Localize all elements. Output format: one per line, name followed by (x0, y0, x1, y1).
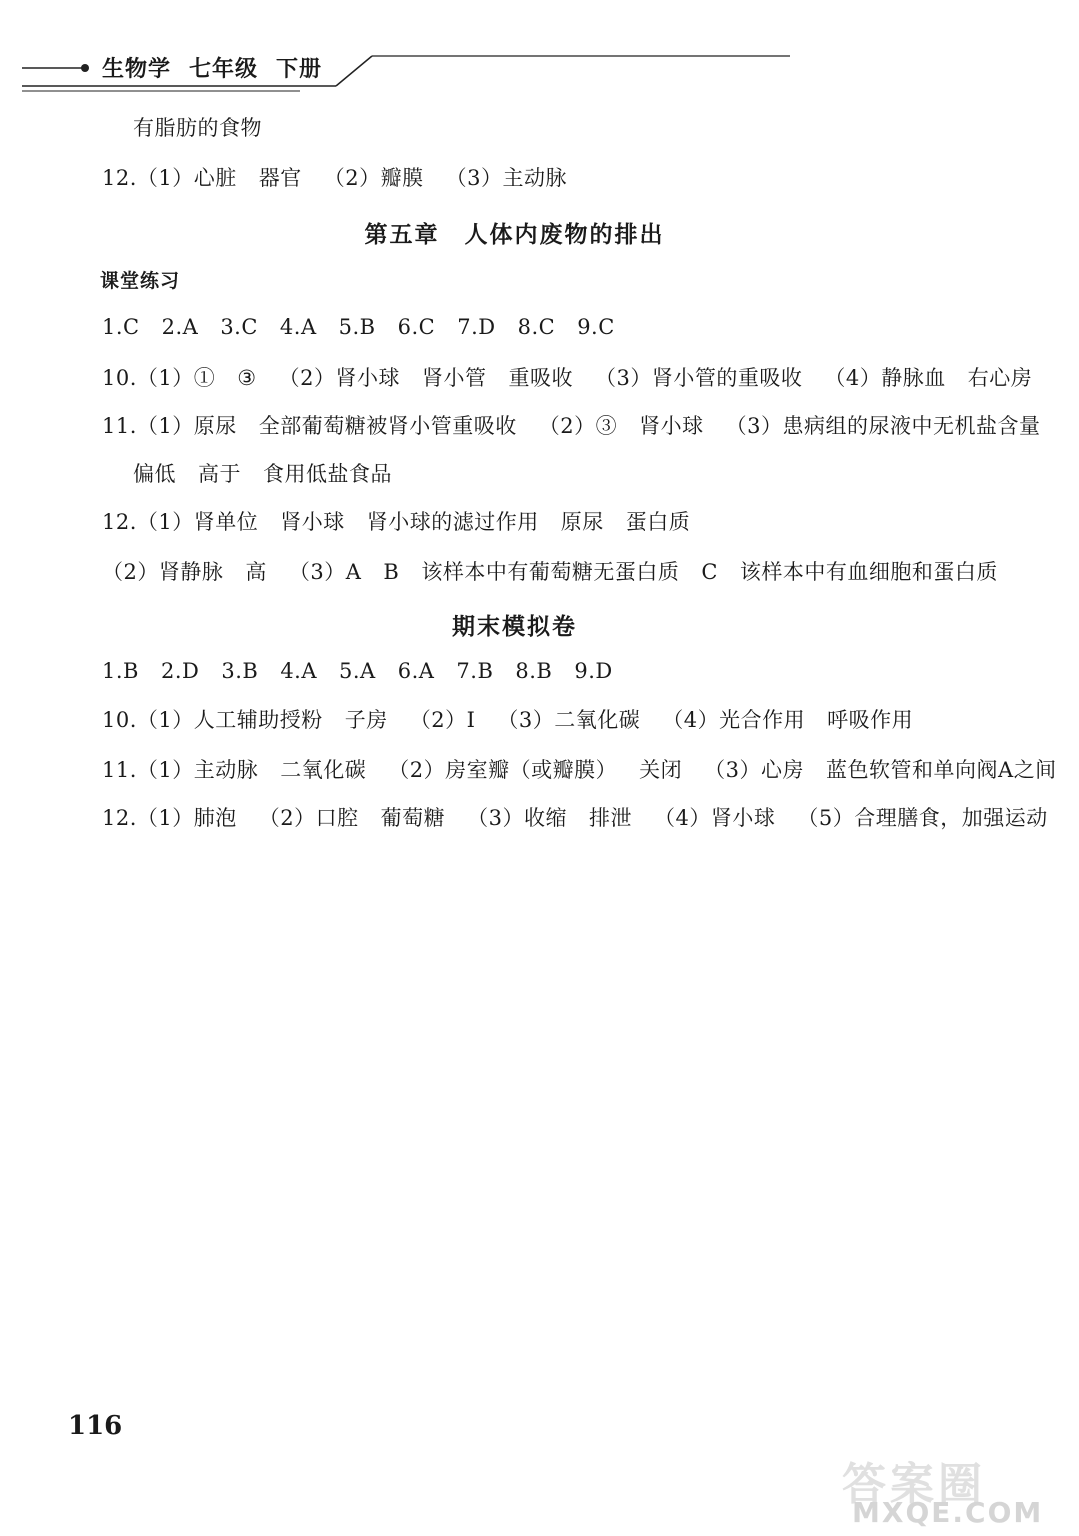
answer-segment: 高 (245, 560, 267, 584)
answer-segment: 12.（1）心脏 (102, 166, 237, 190)
answer-segment: （3）肾小管的重吸收 (594, 366, 803, 390)
answer-segment: 12.（1）肾单位 (102, 510, 259, 534)
answer-segment: 肾小管 (421, 366, 487, 390)
page-number: 116 (68, 1411, 123, 1441)
answer-segment: （2）肾静脉 (102, 560, 224, 584)
answer-segment: ③ (237, 366, 257, 390)
answer-segment: 10.（1）① (102, 366, 216, 390)
answer-line (102, 756, 1079, 784)
section-heading: 期末模拟卷 (452, 614, 577, 640)
answer-line (102, 364, 1054, 392)
answer-segment: 1.B (102, 659, 139, 683)
answer-segment: （5）合理膳食，加强运动 (797, 806, 1048, 830)
text-line: 有脂肪的食物 (133, 116, 262, 140)
answer-segment: 排泄 (589, 806, 633, 830)
answer-line (102, 508, 712, 536)
answer-segment: （3）心房 (704, 758, 805, 782)
answer-segment: 3.B (221, 659, 259, 683)
answer-segment: 原尿 (560, 510, 604, 534)
answer-segment: 5.B (338, 315, 376, 339)
header-title (102, 52, 340, 83)
answer-segment: （2）肾小球 (278, 366, 400, 390)
section-label: 课堂练习 (100, 270, 181, 292)
answer-segment: 11.（1）原尿 (102, 414, 237, 438)
answer-segment: （3）主动脉 (445, 166, 568, 190)
chapter-heading: 第五章 人体内废物的排出 (364, 222, 665, 248)
watermark-site: MXQE.COM (852, 1496, 1044, 1529)
answer-segment: 关闭 (639, 758, 683, 782)
answer-segment: 9.C (577, 315, 615, 339)
answer-segment: 7.D (457, 315, 496, 339)
answer-segment: （4）肾小球 (654, 806, 776, 830)
answer-line (102, 804, 1070, 832)
answer-segment: 该样本中有血细胞和蛋白质 (739, 560, 998, 584)
answer-segment: 4.A (280, 659, 318, 683)
running-header (0, 0, 1029, 100)
answer-segment: （3）患病组的尿液中无机盐含量 (725, 414, 1041, 438)
answer-segment: 蛋白质 (625, 510, 691, 534)
answer-segment: （2）瓣膜 (323, 166, 424, 190)
answer-line (102, 657, 635, 685)
answer-segment: 7.B (456, 659, 494, 683)
header-grade: 七年级 (189, 57, 259, 82)
answer-segment: 12.（1）肺泡 (102, 806, 237, 830)
answer-segment: （3）收缩 (467, 806, 568, 830)
answer-segment: （2）房室瓣（或瓣膜） (388, 758, 618, 782)
answer-segment: 肾小球 (280, 510, 345, 534)
header-volume: 下册 (276, 57, 323, 82)
answer-segment: 9.D (574, 659, 613, 683)
answer-segment: （2）口腔 (258, 806, 359, 830)
answer-segment: B (383, 560, 400, 584)
answer-segment: 该样本中有葡萄糖无蛋白质 (421, 560, 680, 584)
answer-segment: C (701, 560, 718, 584)
answer-segment: 二氧化碳 (280, 758, 367, 782)
answer-line (133, 460, 414, 488)
header-subject: 生物学 (102, 57, 172, 82)
answer-line (102, 706, 935, 734)
answer-segment: （3）二氧化碳 (497, 708, 641, 732)
answer-segment: 8.C (517, 315, 556, 339)
watermark-logo: 答案圈 (842, 1459, 986, 1510)
answer-segment: 高于 (198, 462, 241, 486)
answer-segment: 食用低盐食品 (263, 462, 392, 486)
answer-segment: 2.A (161, 315, 199, 339)
answer-segment: 6.C (397, 315, 436, 339)
answer-line (102, 313, 637, 341)
answer-segment: 全部葡萄糖被肾小管重吸收 (258, 414, 517, 438)
answer-segment: 右心房 (967, 366, 1033, 390)
answer-segment: 2.D (160, 659, 200, 683)
answer-line (102, 164, 589, 192)
answer-segment: 8.B (515, 659, 553, 683)
answer-segment: 10.（1）人工辅助授粉 (102, 708, 323, 732)
answer-segment: 5.A (339, 659, 376, 683)
answer-segment: 1.C (102, 315, 140, 339)
answer-line (102, 412, 1063, 440)
answer-segment: 4.A (279, 315, 317, 339)
answer-segment: 3.C (220, 315, 258, 339)
watermark (838, 1448, 1044, 1530)
answer-segment: （4）光合作用 (662, 708, 806, 732)
answer-segment: 偏低 (133, 462, 176, 486)
answer-segment: 重吸收 (508, 366, 573, 390)
answer-segment: 子房 (344, 708, 388, 732)
answer-segment: （3）A (288, 560, 362, 584)
answer-line (102, 558, 1020, 586)
answer-segment: 6.A (397, 659, 435, 683)
answer-segment: 蓝色软管和单向阀A之间 (826, 758, 1057, 782)
header-rules (0, 0, 1029, 100)
answer-segment: 器官 (258, 166, 302, 190)
answer-segment: 肾小球的滤过作用 (366, 510, 539, 534)
answer-segment: 葡萄糖 (380, 806, 446, 830)
answer-segment: （4）静脉血 (824, 366, 946, 390)
answer-segment: 肾小球 (639, 414, 704, 438)
answer-segment: （2）Ⅰ (409, 708, 476, 732)
answer-segment: 呼吸作用 (827, 708, 914, 732)
answer-segment: （2）③ (538, 414, 618, 438)
answer-segment: 11.（1）主动脉 (102, 758, 259, 782)
